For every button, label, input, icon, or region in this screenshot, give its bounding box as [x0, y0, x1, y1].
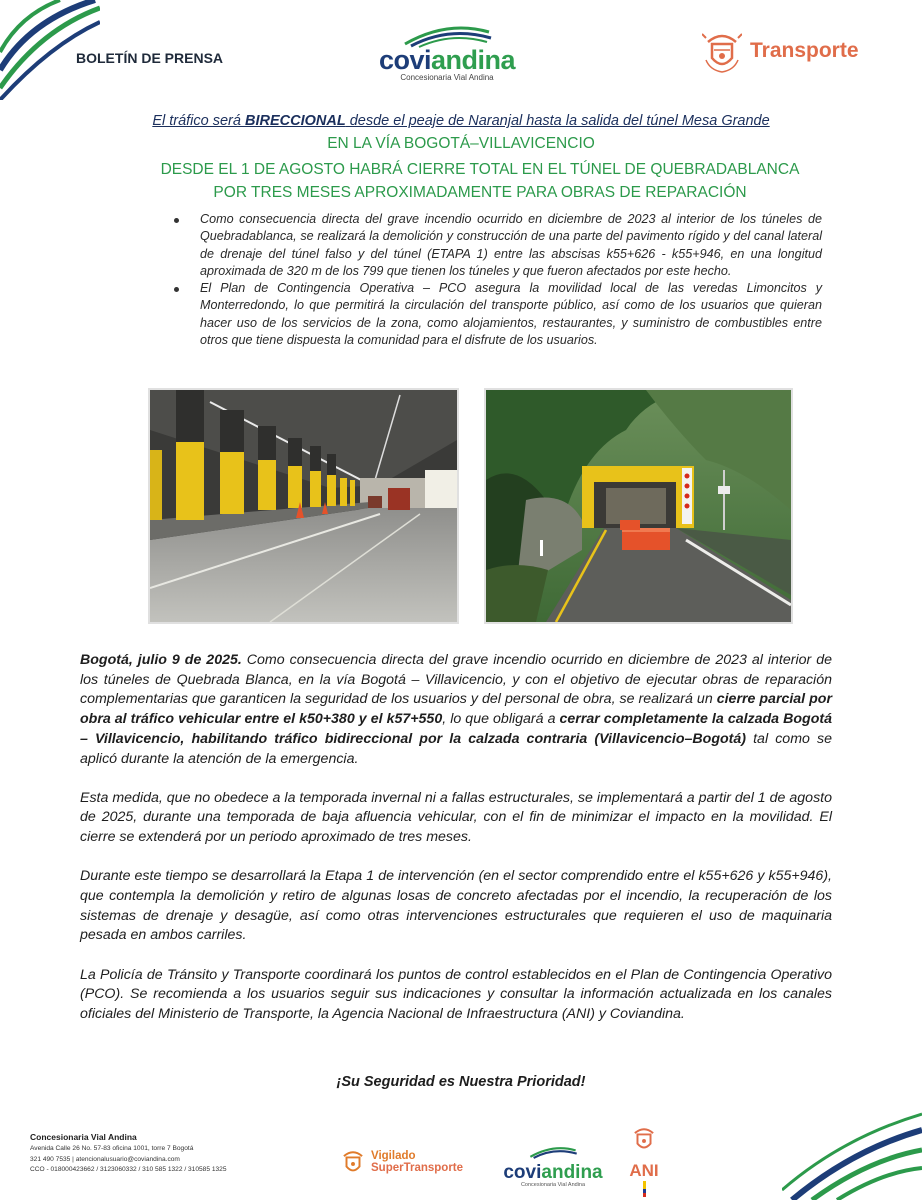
tunnel-interior-illustration — [150, 390, 457, 622]
coviandina-footer-subtitle: Concesionaria Vial Andina — [520, 1182, 586, 1188]
dateline: Bogotá, julio 9 de 2025. — [80, 652, 242, 668]
bullet-item: Como consecuencia directa del grave incendio ocurrido en diciembre de 2023 al interior de los túneles de Quebradablanca, se realizará la demolición y construcción de una parte del pavimento rígido y del canal lateral de drenaje del túnel falso y del túnel (ETAPA 1) entre las abscisas k55+626 - k55+946, en una longitud aproximada de 320 m de los 799 que tienen los túneles y que fueron afectados por este hecho. — [174, 211, 822, 280]
supertransporte-text: SuperTransporte — [371, 1162, 464, 1174]
header — [0, 0, 922, 100]
transporte-wordmark: Transporte — [750, 39, 859, 62]
colombia-flag-stripe — [643, 1181, 646, 1197]
footer-phone-email: 321 490 7535 | atencionalusuario@coviandina.com — [30, 1155, 180, 1163]
corner-stripes-decoration — [782, 1110, 922, 1200]
footer-company: Concesionaria Vial Andina — [30, 1132, 137, 1142]
bullet-dot-icon — [174, 287, 179, 292]
bullet-item: El Plan de Contingencia Operativa – PCO asegura la movilidad local de las veredas Limoncitos y Monterredondo, lo que permitirá la circulación del transporte público, así como de los usuarios que quieran hacer uso de los servicios de la zona, como alojamientos, restaurantes, y suministro de combustibles entre otros que tiene dispuesta la comunidad para el disfrute de los usuarios. — [174, 280, 822, 349]
ani-text: ANI — [629, 1161, 659, 1180]
body-paragraph: Esta medida, que no obedece a la temporada invernal ni a fallas estructurales, se implementará a partir del 1 de agosto de 2025, durante una temporada de baja afluencia vehicular, con el fin de minimizar el impacto en la movilidad. El cierre se extenderá por un periodo aproximado de tres meses. — [80, 789, 832, 846]
supertransporte-logo — [340, 1147, 463, 1177]
coviandina-footer-logo — [494, 1145, 612, 1188]
summary-bullets — [174, 211, 822, 349]
footer-address: Avenida Calle 26 No. 57-83 oficina 1001, torre 7 Bogotá — [30, 1145, 194, 1152]
body-paragraph: La Policía de Tránsito y Transporte coordinará los puntos de control establecidos en el Plan de Contingencia Operativo (PCO). Se recomienda a los usuarios seguir sus indicaciones y consultar la información actualizada en los canales oficiales del Ministerio de Transporte, la Agencia Nacional de Infraestructura (ANI) y Coviandina. — [80, 966, 832, 1023]
coviandina-footer-wordmark: coviandina — [503, 1162, 603, 1183]
coviandina-subtitle: Concesionaria Vial Andina — [400, 73, 494, 82]
footer-cco: CCO - 018000423662 / 3123060332 / 310 585 1322 / 310585 1325 — [30, 1166, 227, 1173]
tunnel-interior-photo — [148, 388, 459, 624]
coat-of-arms-icon — [630, 1124, 658, 1154]
headline-closure: DESDE EL 1 DE AGOSTO HABRÁ CIERRE TOTAL EN EL TÚNEL DE QUEBRADABLANCA POR TRES MESES APROXIMADAMENTE PARA OBRAS DE REPARACIÓN — [160, 161, 800, 201]
tunnel-entrance-illustration — [486, 390, 791, 622]
vigilado-text: Vigilado — [371, 1150, 416, 1162]
slogan: ¡Su Seguridad es Nuestra Prioridad! — [336, 1074, 586, 1090]
press-release-body — [80, 651, 832, 1044]
body-paragraph: Durante este tiempo se desarrollará la Etapa 1 de intervención (en el sector comprendido entre el k55+626 y k55+946), que contempla la demolición y retiro de algunas losas de concreto afectadas por el incendio, la recuperación de los sistemas de drenaje y desagüe, así como otras intervenciones estructurales que requieren el uso de maquinaria pesada en ambos carriles. — [80, 868, 832, 944]
body-paragraph: Bogotá, julio 9 de 2025. Como consecuencia directa del grave incendio ocurrido en diciembre de 2023 al interior de los túneles de Quebrada Blanca, en la vía Bogotá – Villavicencio, y con el objetivo de ejecutar obras de reparación complementarias que garanticen la seguridad de los usuarios y del personal de obra, se realizará un cierre parcial por obra al tráfico vehicular entre el k50+380 y el k57+550, lo que obligará a cerrar completamente la calzada Bogotá – Villavicencio, habilitando tráfico bidireccional por la calzada contraria (Villavicencio–Bogotá) tal como se aplicó durante la atención de la emergencia. — [80, 652, 832, 767]
coat-of-arms-icon — [340, 1147, 366, 1177]
footer-contact — [30, 1132, 290, 1176]
coviandina-arcs-icon — [518, 1145, 588, 1159]
bullet-dot-icon — [174, 218, 179, 223]
transporte-logo — [702, 28, 859, 74]
tunnel-entrance-photo — [484, 388, 793, 624]
headline-route: EN LA VÍA BOGOTÁ–VILLAVICENCIO — [327, 135, 595, 152]
headline-traffic: El tráfico será BIRECCIONAL desde el peaje de Naranjal hasta la salida del túnel Mesa Grande — [152, 113, 770, 129]
coviandina-wordmark: coviandina — [378, 45, 516, 75]
coviandina-logo — [362, 22, 532, 82]
bulletin-label: BOLETÍN DE PRENSA — [76, 50, 224, 66]
coat-of-arms-icon — [702, 28, 742, 74]
ani-logo — [622, 1124, 666, 1197]
